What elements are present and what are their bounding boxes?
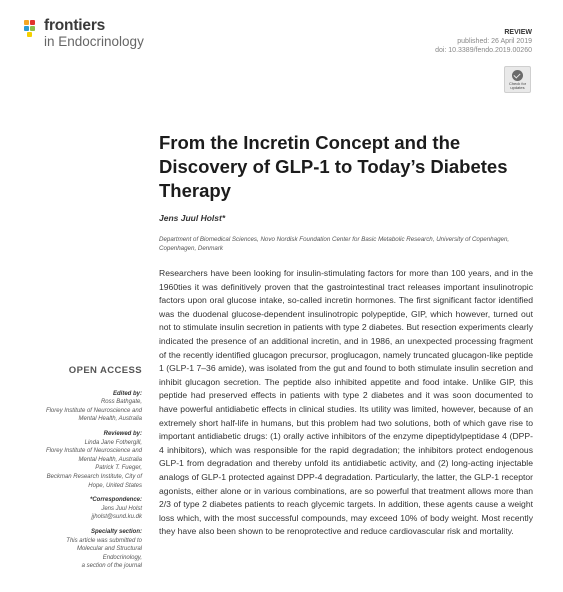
editor-line: Mental Health, Australia (78, 416, 142, 423)
journal-name: in Endocrinology (44, 33, 144, 49)
article-title: From the Incretin Concept and the Discovery of GLP-1 to Today’s Diabetes Therapy (159, 132, 508, 201)
reviewed-by-label: Reviewed by: (103, 430, 142, 437)
edited-by-label: Edited by: (112, 390, 142, 397)
reviewer-line: Linda Jane Fothergill, (84, 439, 142, 446)
frontiers-logo-icon (24, 20, 40, 40)
open-access-label: OPEN ACCESS (68, 365, 142, 376)
correspondence-name: Jens Juul Holst (101, 505, 142, 512)
editor-line: Florey Institute of Neuroscience and (45, 407, 142, 414)
correspondence-label: *Correspondence: (89, 497, 142, 504)
specialty-line: This article was submitted to (66, 537, 142, 544)
published-date: published: 26 April 2019 (457, 38, 532, 45)
brand-name: frontiers (44, 17, 106, 34)
check-updates-label-1: Check for (508, 81, 527, 86)
article-author[interactable]: Jens Juul Holst* (159, 213, 226, 223)
abstract-text: Researchers have been looking for insulin-stimulating factors for more than 100 years, and in the 1960ties it was definitively proven that the gastrointestinal tract releases important insulinotropic factors upon oral glucose intake, so-called incretin hormones. The first significant factor identified was the duodenal glucose-dependent insulinotropic polypeptide, GIP, which however, turned out not to stimulate insulin secretion in patients with type 2 diabetes. But resection experiments clearly indicated the presence of an additional incretin, and in 1986, an unexpected processing fragment of the recently identified glucagon precursor, proglucagon, namely truncated glucagon-like peptide 1 (GLP-1 7–36 amide), was isolated from the gut and found to both stimulate insulin secretion and inhibit glucagon secretion. The peptide also inhibited appetite and food intake. Unlike GIP, this peptide had preserved effects in patients with type 2 diabetes and it was soon documented to have powerful antidiabetic effects in clinical studies. Its utility was limited, however, because of an extremely short half-life in humans, but this problem had two solutions, both of which gave rise to important antidiabetic drugs: (1) orally active inhibitors of the enzyme dipeptidylpeptidase 4 (DPP-4 inhibitors), which was responsible for the rapid degradation; the inhibitors protect endogenous GLP-1 from degradation and thereby unfold its antidiabetic activity, and (2) long-acting injectable analogs of GLP-1 protected against DPP-4 degradation. Particularly, the latter, the GLP-1 receptor agonists, either alone or in various combinations, are so powerful that treatment allows more than 2/3 of type 2 diabetes patients to reach glycemic targets. In addition, these agents cause a weight loss which, with the most successful compounds, may exceed 10% of body weight. Most recently they have also been shown to be renoprotective and reduce cardiovascular risk and mortality. (159, 268, 533, 537)
check-for-updates-button[interactable] (504, 66, 531, 93)
article-sidebar (40, 367, 142, 571)
reviewer-line: Florey Institute of Neuroscience and (45, 448, 142, 455)
journal-logo[interactable] (24, 18, 144, 48)
specialty-label: Specialty section: (90, 528, 142, 535)
doi-link[interactable]: doi: 10.3389/fendo.2019.00260 (435, 47, 532, 54)
editor-line: Ross Bathgate, (100, 399, 142, 406)
reviewer-line: Mental Health, Australia (78, 456, 142, 463)
article-type: REVIEW (504, 29, 532, 36)
check-updates-label-2: updates (510, 85, 525, 90)
check-icon (512, 70, 523, 81)
reviewer-line: Hope, United States (88, 482, 142, 489)
specialty-line: Molecular and Structural (76, 546, 142, 553)
correspondence-email-link[interactable]: jjholst@sund.ku.dk (91, 514, 142, 521)
specialty-line: Endocrinology, (102, 554, 142, 561)
author-affiliation: Department of Biomedical Sciences, Novo Nordisk Foundation Center for Basic Metabolic Research, University of Copenhagen, Copenhagen, Denmark (159, 236, 510, 252)
reviewer-line: Beckman Research Institute, City of (46, 473, 142, 480)
article-meta (435, 28, 532, 55)
reviewer-line: Patrick T. Fueger, (95, 465, 142, 472)
specialty-line: a section of the journal (81, 563, 142, 570)
